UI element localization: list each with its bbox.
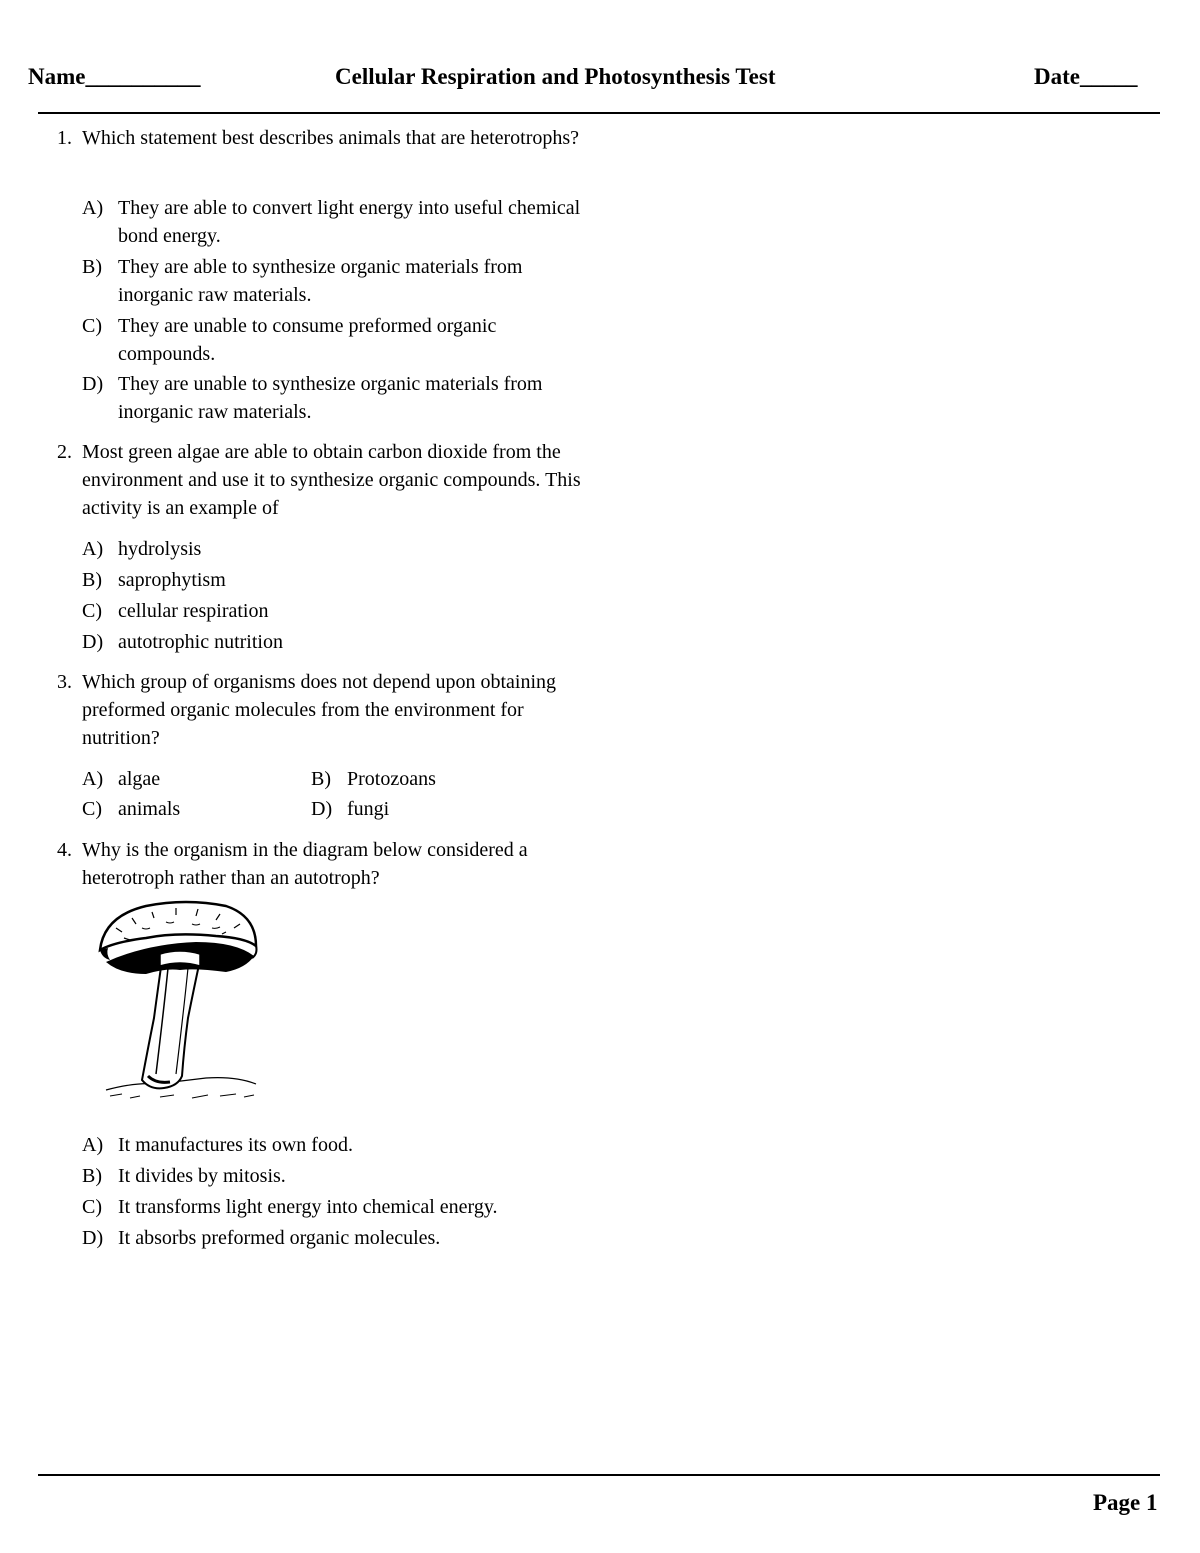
option-text: Protozoans [347,768,436,790]
q2-option-d[interactable] [82,628,482,656]
q4-option-a[interactable] [82,1131,582,1159]
option-text: They are unable to consume preformed organic compounds. [118,315,497,365]
q3-option-a[interactable] [82,765,282,793]
option-text: animals [118,798,181,820]
question-text: Why is the organism in the diagram below considered a heterotroph rather than an autotroph? [82,839,528,889]
question-text: Which group of organisms does not depend upon obtaining preformed organic molecules from the environment for nutrition? [82,671,557,749]
q3-option-d[interactable] [311,795,511,823]
option-label: C) [82,798,102,820]
q1-option-b[interactable] [82,253,592,309]
option-label: C) [82,600,102,622]
question-1 [57,124,602,180]
option-label: B) [82,256,102,278]
option-label: B) [82,1165,102,1187]
option-label: D) [82,1227,104,1249]
date-field-label: Date_____ [1034,64,1138,89]
option-text: saprophytism [118,569,226,591]
q2-option-b[interactable] [82,566,482,594]
question-number: 2. [57,441,72,463]
option-text: It absorbs preformed organic molecules. [118,1227,441,1249]
q4-option-d[interactable] [82,1224,582,1252]
option-text: fungi [347,798,390,820]
option-label: C) [82,315,102,337]
option-label: B) [311,768,331,790]
page-number: Page 1 [1093,1490,1158,1515]
question-number: 4. [57,839,72,861]
option-label: A) [82,1134,104,1156]
option-text: They are able to convert light energy into useful chemical bond energy. [118,197,581,247]
question-4 [57,836,602,892]
question-3 [57,668,602,752]
mushroom-diagram [96,898,261,1103]
question-text: Which statement best describes animals that are heterotrophs? [82,127,580,149]
page-header [28,64,1173,98]
q1-option-a[interactable] [82,194,592,250]
option-label: D) [82,631,104,653]
q2-option-c[interactable] [82,597,482,625]
q3-option-b[interactable] [311,765,511,793]
q3-option-c[interactable] [82,795,282,823]
header-divider [38,112,1160,114]
option-label: A) [82,768,104,790]
test-title: Cellular Respiration and Photosynthesis Test [335,64,776,89]
option-text: They are able to synthesize organic materials from inorganic raw materials. [118,256,523,306]
q4-option-c[interactable] [82,1193,582,1221]
question-number: 1. [57,127,72,149]
name-field-label: Name__________ [28,64,201,89]
option-text: algae [118,768,161,790]
question-number: 3. [57,671,72,693]
option-label: A) [82,538,104,560]
q1-option-d[interactable] [82,370,592,426]
q2-option-a[interactable] [82,535,482,563]
option-text: autotrophic nutrition [118,631,283,653]
option-text: hydrolysis [118,538,202,560]
option-text: cellular respiration [118,600,269,622]
q1-option-c[interactable] [82,312,592,368]
q4-option-b[interactable] [82,1162,582,1190]
option-text: It divides by mitosis. [118,1165,286,1187]
option-label: B) [82,569,102,591]
question-text: Most green algae are able to obtain carbon dioxide from the environment and use it to synthesize organic compounds. This activity is an example of [82,441,581,519]
option-text: It transforms light energy into chemical energy. [118,1196,498,1218]
option-label: D) [82,373,104,395]
option-text: It manufactures its own food. [118,1134,353,1156]
option-label: A) [82,197,104,219]
option-text: They are unable to synthesize organic materials from inorganic raw materials. [118,373,543,423]
question-2 [57,438,602,522]
footer-divider [38,1474,1160,1476]
option-label: D) [311,798,333,820]
option-label: C) [82,1196,102,1218]
